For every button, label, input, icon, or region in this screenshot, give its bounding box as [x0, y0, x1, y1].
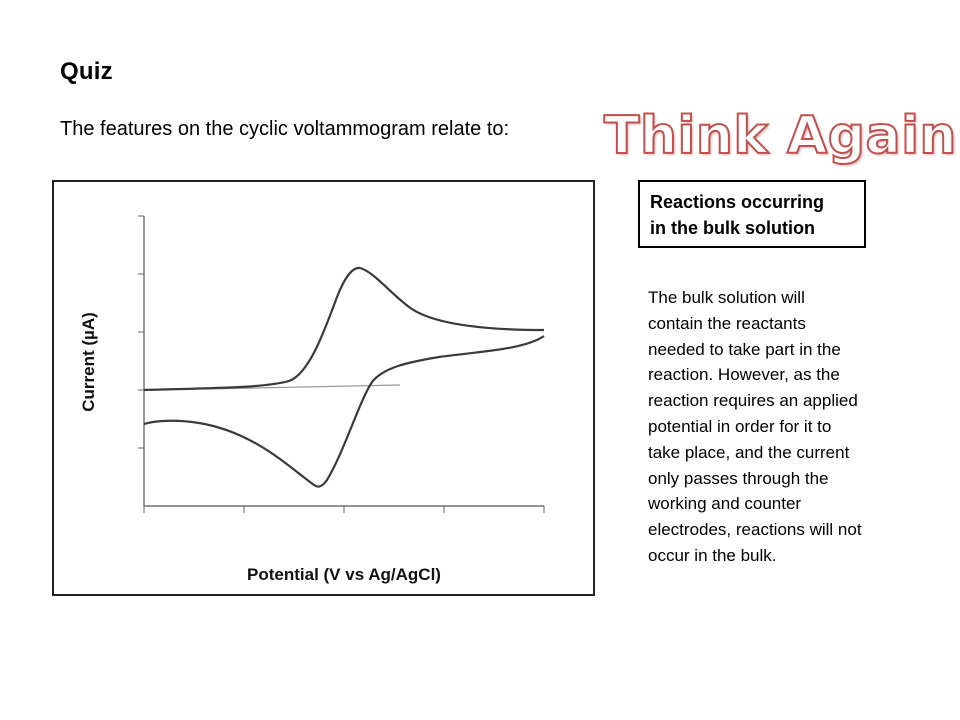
answer-label-line1: Reactions occurring — [650, 192, 825, 212]
forward-scan-curve — [144, 268, 544, 390]
quiz-title: Quiz — [60, 58, 113, 85]
voltammogram-figure — [52, 180, 595, 596]
explanation-paragraph: The bulk solution will contain the reactants needed to take part in the reaction. However, as the reaction requires an applied potential in order for it to take place, and the current only passes through the working and counter electrodes, reactions will not occur in the bulk. — [648, 288, 862, 565]
answer-label-line2: in the bulk solution — [650, 218, 815, 238]
answer-option-box[interactable] — [638, 180, 866, 248]
explanation-text — [648, 285, 863, 569]
x-axis-label: Potential (V vs Ag/AgCl) — [247, 565, 441, 584]
x-ticks — [144, 506, 544, 513]
y-axis-label: Current (µA) — [79, 312, 98, 412]
question-text: The features on the cyclic voltammogram relate to: — [60, 118, 510, 140]
reverse-scan-curve — [144, 336, 544, 487]
y-ticks — [138, 216, 144, 448]
think-again-feedback: Think Again — [604, 106, 957, 166]
voltammogram-svg — [54, 182, 593, 594]
